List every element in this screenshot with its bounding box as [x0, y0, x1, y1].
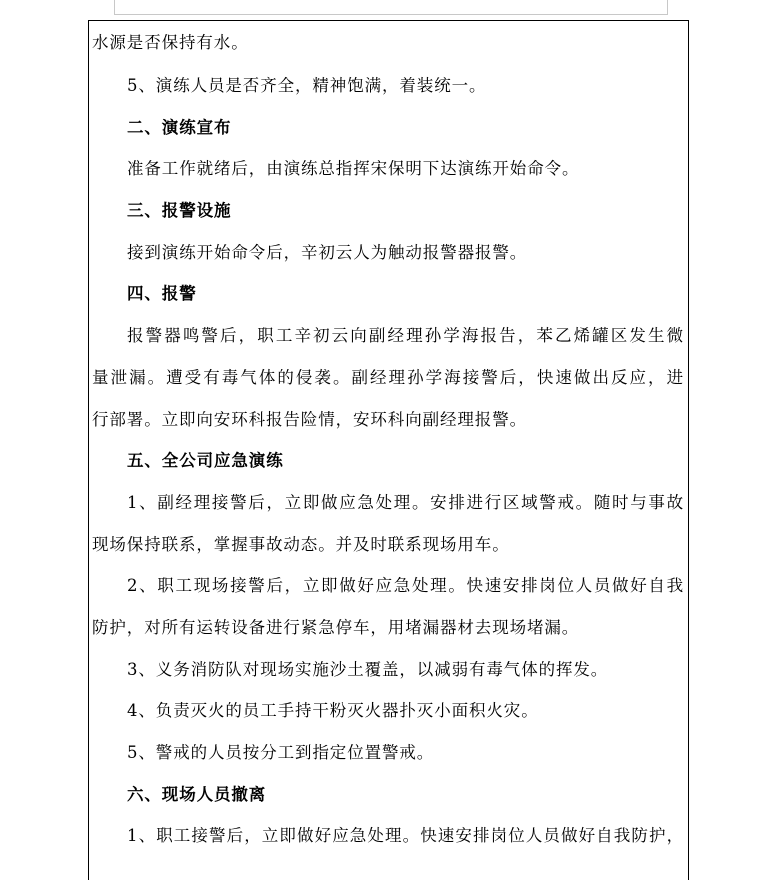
- section-heading: 六、现场人员撤离: [127, 784, 267, 804]
- paragraph-line: 报警器鸣警后，职工辛初云向副经理孙学海报告，苯乙烯罐区发生微: [127, 326, 684, 346]
- section-heading: 五、全公司应急演练: [127, 451, 284, 471]
- paragraph-line: 接到演练开始命令后，辛初云人为触动报警器报警。: [127, 242, 528, 262]
- section-heading: 二、演练宣布: [127, 117, 232, 137]
- paragraph-line: 3、义务消防队对现场实施沙土覆盖，以减弱有毒气体的挥发。: [127, 659, 609, 679]
- paragraph-line: 5、警戒的人员按分工到指定位置警戒。: [127, 743, 435, 762]
- page-header-strip: [114, 0, 668, 15]
- section-heading: 三、报警设施: [127, 201, 232, 221]
- paragraph-line: 1、副经理接警后，立即做应急处理。安排进行区域警戒。随时与事故: [127, 492, 684, 512]
- paragraph-line: 2、职工现场接警后，立即做好应急处理。快速安排岗位人员做好自我: [127, 576, 684, 596]
- paragraph-line: 防护，对所有运转设备进行紧急停车，用堵漏器材去现场堵漏。: [92, 617, 580, 637]
- paragraph-line: 1、职工接警后，立即做好应急处理。快速安排岗位人员做好自我防护，: [127, 826, 684, 846]
- paragraph-line: 行部署。立即向安环科报告险情，安环科向副经理报警。: [92, 409, 527, 429]
- section-heading: 四、报警: [127, 284, 197, 304]
- paragraph-line: 准备工作就绪后，由演练总指挥宋保明下达演练开始命令。: [127, 159, 580, 179]
- document-page: [88, 20, 689, 880]
- paragraph-line: 5、演练人员是否齐全，精神饱满，着装统一。: [127, 76, 487, 95]
- paragraph-line: 量泄漏。遭受有毒气体的侵袭。副经理孙学海接警后，快速做出反应，进: [92, 367, 684, 387]
- paragraph-line: 4、负责灭火的员工手持干粉灭火器扑灭小面积火灾。: [127, 701, 539, 721]
- paragraph-line: 水源是否保持有水。: [92, 33, 249, 52]
- paragraph-line: 现场保持联系，掌握事故动态。并及时联系现场用车。: [92, 534, 510, 554]
